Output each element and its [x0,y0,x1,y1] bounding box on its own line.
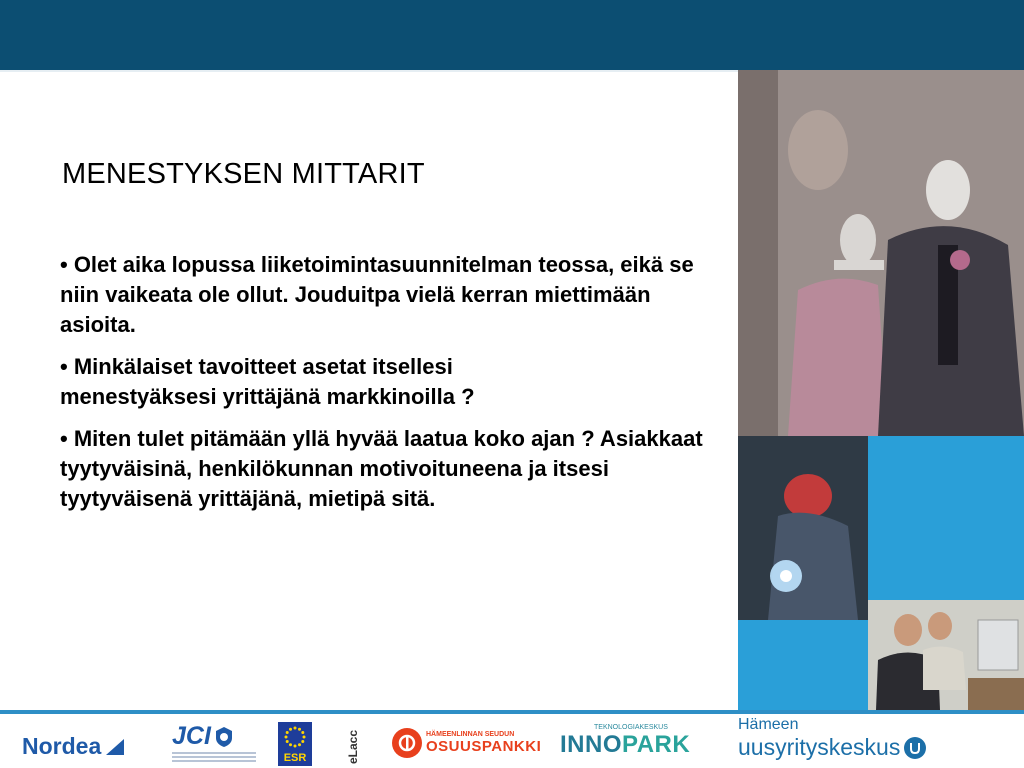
blue-panel-right [868,436,1024,600]
elacc-logo [346,730,360,764]
jci-logo-text: JCI [172,722,211,750]
bullet-1: • Olet aika lopussa liiketoimintasuunnitelman teossa, eikä se niin vaikeata ole ollut. Jouduitpa vielä kerran miettimään asioita. [60,252,694,337]
jci-shield-icon [214,726,234,748]
blue-panel-left [738,620,868,710]
jci-logo [172,722,234,751]
innopark-park-text: PARK [622,731,691,758]
nordea-sail-icon [104,737,126,757]
innopark-subtitle: TEKNOLOGIAKESKUS [594,724,668,731]
eu-stars-icon [284,726,306,748]
bullet-2: • Minkälaiset tavoitteet asetat itsellesi menestyäksesi yrittäjänä markkinoilla ? [60,354,475,409]
osuuspankki-logo [392,728,541,758]
nordea-logo-text: Nordea [22,733,102,759]
op-subtitle: HÄMEENLINNAN SEUDUN [426,731,515,738]
elacc-logo-text: eLacc [346,729,361,765]
innopark-inno-text: INNO [560,731,622,758]
op-name: OSUUSPANKKI [426,738,542,755]
fashion-mannequins-photo [738,70,1024,436]
nordea-logo [22,733,126,760]
innopark-logo [560,724,690,759]
welder-photo [738,436,868,620]
slide-body [60,250,720,526]
footer-divider [0,710,1024,714]
uusy-region-text: Hämeen [738,716,799,733]
slide-title: MENESTYKSEN MITTARIT [62,158,425,190]
esr-logo [278,722,312,766]
op-symbol-icon [392,728,422,758]
uusy-u-icon [904,737,926,759]
jci-tagline [172,752,256,762]
header-bar [0,0,1024,70]
uusy-name-text: uusyrityskeskus [738,734,901,760]
office-computer-photo [868,600,1024,710]
bullet-3: • Miten tulet pitämään yllä hyvää laatua koko ajan ? Asiakkaat tyytyväisinä, henkilökunnan motivoituneena ja itsesi tyytyväisenä yrittäjänä, mietipä sitä. [60,426,703,511]
uusyrityskeskus-logo [738,716,926,761]
esr-logo-text: ESR [283,752,307,764]
